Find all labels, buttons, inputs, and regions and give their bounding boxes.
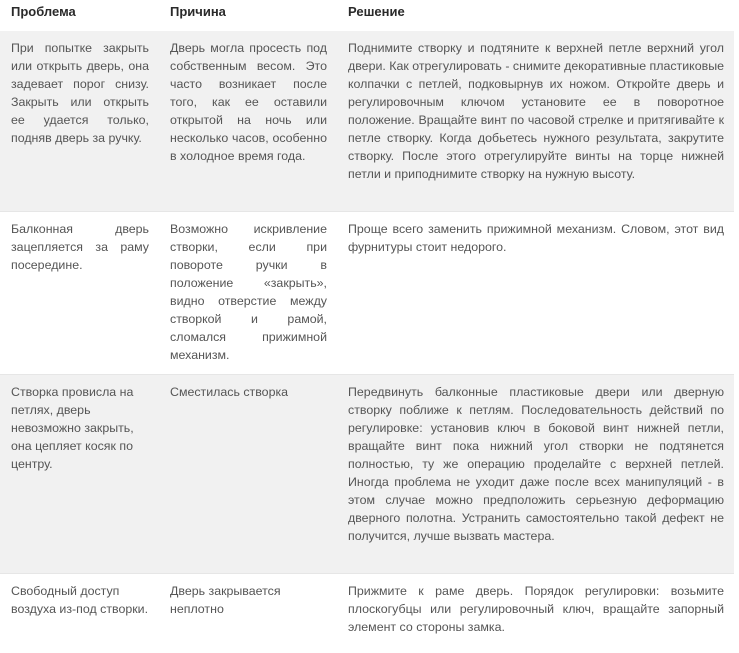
table-header-row bbox=[0, 0, 734, 31]
solution-cell: Проще всего заменить прижимной механизм. Словом, этот вид фурнитуры стоит недорого. bbox=[337, 212, 734, 375]
solution-cell: Передвинуть балконные пластиковые двери или дверную створку поближе к петлям. Последовательность действий по регулировке: установив ключ в боковой винт нижней петли, вращайте винт пока нижний угол створки не подтянется полностью, ту же операцию проделайте с верхней петлей. Иногда проблема не уходит даже после всех манипуляций - в этом случае можно предположить серьезную деформацию дверного полотна. Устранить самостоятельно такой дефект не получится, лучше вызвать мастера. bbox=[337, 375, 734, 574]
cause-cell: Сместилась створка bbox=[159, 375, 337, 574]
solution-cell: Прижмите к раме дверь. Порядок регулировки: возьмите плоскогубцы или регулировочный ключ, вращайте запорный элемент со стороны замка. bbox=[348, 584, 724, 634]
table-row bbox=[0, 212, 734, 375]
header-problem: Проблема bbox=[11, 4, 76, 19]
problem-cell: При попытке закрыть или открыть дверь, она задевает порог снизу. Закрыть или открыть ее удается только, подняв дверь за ручку. bbox=[0, 31, 159, 212]
table-row bbox=[0, 574, 734, 653]
problem-cell: Балконная дверь зацепляется за раму посередине. bbox=[0, 212, 159, 375]
problem-cell: Свободный доступ воздуха из-под створки. bbox=[11, 584, 149, 616]
cause-cell: Дверь закрывается неплотно bbox=[170, 584, 281, 616]
header-solution: Решение bbox=[348, 4, 405, 19]
cause-cell: Дверь могла просесть под собственным весом. Это часто возникает после того, как ее оставили открытой на ночь или несколько часов, особенно в холодное время года. bbox=[159, 31, 337, 212]
header-cause: Причина bbox=[170, 4, 226, 19]
table-row bbox=[0, 375, 734, 574]
table-row bbox=[0, 31, 734, 212]
problem-cell: Створка провисла на петлях, дверь невозможно закрыть, она цепляет косяк по центру. bbox=[0, 375, 159, 574]
cause-cell: Возможно искривление створки, если при повороте ручки в положение «закрыть», видно отверстие между створкой и рамой, сломался прижимной механизм. bbox=[159, 212, 337, 375]
solution-cell: Поднимите створку и подтяните к верхней петле верхний угол двери. Как отрегулировать - снимите декоративные пластиковые колпачки с петлей, подковырнув их ножом. Откройте дверь и регулировочным ключом установите ее в поворотное положение. Вращайте винт по часовой стрелке и притягивайте к петле створку. Когда добьетесь нужного результата, закрутите створку. После этого отрегулируйте винты на торце нижней петли и приподнимите створку на нужную высоту. bbox=[337, 31, 734, 212]
